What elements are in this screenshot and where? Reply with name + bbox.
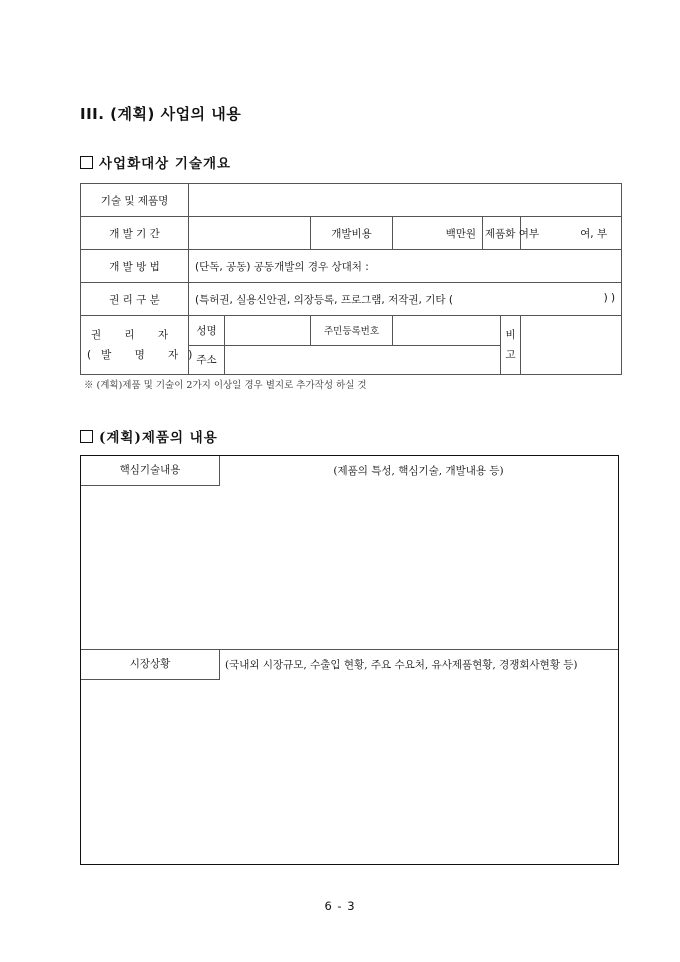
id-number-field[interactable] xyxy=(393,316,501,346)
remark-label-text: 비고 xyxy=(505,329,516,361)
row-dev-method xyxy=(81,250,622,283)
subsection-title-tech-overview xyxy=(80,152,231,172)
dev-cost-field[interactable]: 백만원 xyxy=(393,217,483,250)
tech-overview-table xyxy=(80,183,622,375)
page-number: 6 - 3 xyxy=(324,899,356,913)
subsection-title-text: 사업화대상 기술개요 xyxy=(99,156,232,172)
commercial-label: 제품화 여부 xyxy=(483,217,521,250)
dev-method-label: 개 발 방 법 xyxy=(81,250,189,283)
dev-method-field[interactable]: (단독, 공동) 공동개발의 경우 상대처 : xyxy=(189,250,622,283)
row-rights-type xyxy=(81,283,622,316)
address-field[interactable] xyxy=(225,345,501,375)
subsection-title-product-content xyxy=(80,426,218,446)
row-tech-name xyxy=(81,184,622,217)
rights-type-options: (특허권, 실용신안권, 의장등록, 프로그램, 저작권, 기타 ( xyxy=(195,293,453,306)
holder-label-line2: (발 명 자) xyxy=(87,349,203,361)
tech-name-field[interactable] xyxy=(189,184,622,217)
name-label: 성명 xyxy=(189,316,225,346)
row-holder-name xyxy=(81,316,622,346)
dev-period-label: 개 발 기 간 xyxy=(81,217,189,250)
product-content-box xyxy=(80,455,619,865)
checkbox-icon xyxy=(80,156,93,169)
id-number-label: 주민등록번호 xyxy=(311,316,393,346)
row-dev-period xyxy=(81,217,622,250)
core-tech-field[interactable] xyxy=(81,486,618,649)
rights-type-close: ) ) xyxy=(603,292,616,304)
dev-cost-label: 개발비용 xyxy=(311,217,393,250)
market-label: 시장상황 xyxy=(81,650,220,680)
rights-type-field[interactable] xyxy=(189,283,622,316)
holder-label-line1: 권 리 자 xyxy=(90,329,179,341)
rights-type-label: 권 리 구 분 xyxy=(81,283,189,316)
core-tech-label: 핵심기술내용 xyxy=(81,456,220,486)
remark-field[interactable] xyxy=(521,316,622,375)
section-title: III. (계획) 사업의 내용 xyxy=(80,105,242,123)
dev-period-field[interactable] xyxy=(189,217,311,250)
market-field[interactable] xyxy=(81,680,618,864)
core-tech-hint: (제품의 특성, 핵심기술, 개발내용 등) xyxy=(333,465,504,477)
tech-name-label: 기술 및 제품명 xyxy=(81,184,189,217)
address-label: 주소 xyxy=(189,345,225,375)
name-field[interactable] xyxy=(225,316,311,346)
commercial-field[interactable]: 여, 부 xyxy=(521,217,622,250)
table-note: ※ (계획)제품 및 기술이 2가지 이상일 경우 별지로 추가작성 하실 것 xyxy=(84,380,367,391)
remark-label xyxy=(501,316,521,375)
holder-label xyxy=(81,316,203,375)
market-hint: (국내외 시장규모, 수출입 현황, 주요 수요처, 유사제품현황, 경쟁회사현황 등) xyxy=(225,659,578,671)
subsection-title-text: (계획)제품의 내용 xyxy=(99,430,218,446)
checkbox-icon xyxy=(80,430,93,443)
